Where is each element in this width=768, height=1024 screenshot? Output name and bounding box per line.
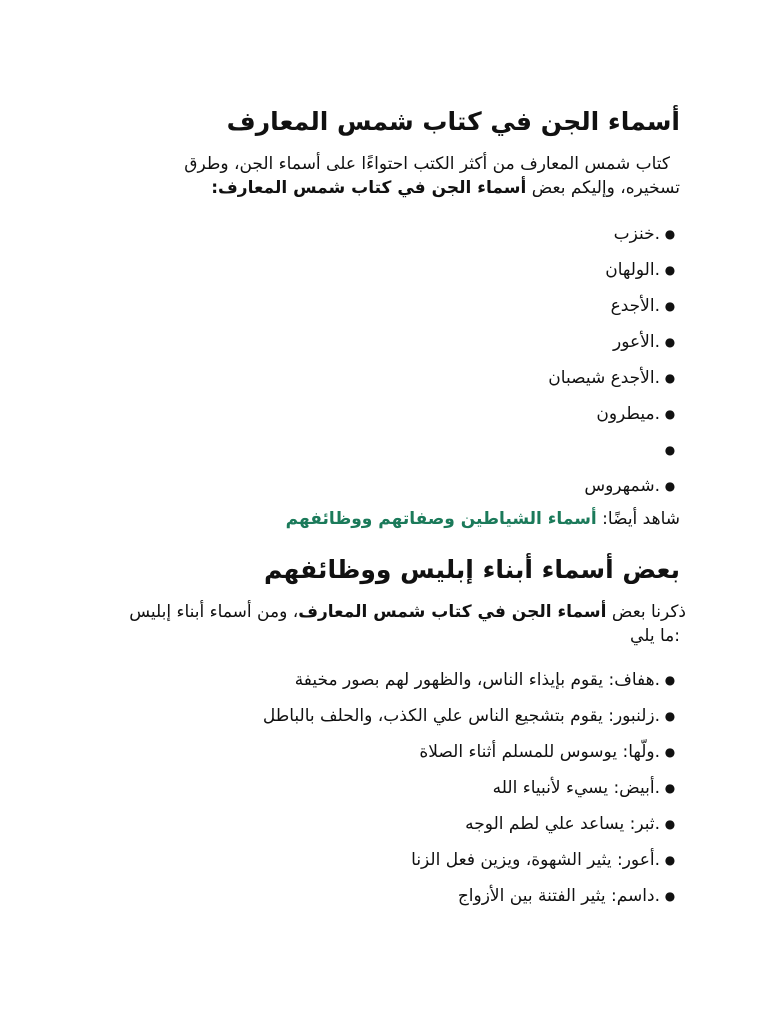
jinn-name-text: .الأجدع شيصبان [548,368,660,388]
bullet-icon: ● [664,853,676,867]
jinn-name-text: .الأجدع [610,296,660,316]
see-also-link[interactable]: أسماء الشياطين وصفاتهم ووظائفهم [285,509,597,529]
jinn-name-text: .شمهروس [584,476,660,496]
bullet-icon: ● [664,335,676,349]
jinn-name-item [605,258,680,282]
bullet-icon: ● [664,263,676,277]
section1-intro-line2 [211,176,680,200]
jinn-name-item [611,294,680,318]
bullet-icon: ● [664,443,676,457]
iblis-son-text: .هفاف: يقوم بإيذاء الناس، والظهور لهم بصور مخيفة [294,670,660,690]
iblis-son-text: .ثبر: يساعد علي لطم الوجه [465,814,660,834]
iblis-son-item [465,812,680,836]
jinn-name-text: .الأعور [613,332,660,352]
bullet-icon: ● [664,479,676,493]
iblis-son-item [411,848,680,872]
iblis-son-text: .زلنبور: يقوم بتشجيع الناس علي الكذب، والحلف بالباطل [262,706,660,726]
iblis-son-text: .أبيض: يسيء لأنبياء الله [492,778,660,798]
jinn-name-text: .الولهان [605,260,660,280]
iblis-son-text: .داسم: يثير الفتنة بين الأزواج [457,886,660,906]
section2-intro-line2: :ما يلي [630,626,680,646]
jinn-name-item [584,474,680,498]
bullet-icon: ● [664,407,676,421]
intro-plain-text: ، ومن أسماء أبناء إبليس [129,602,299,622]
bullet-icon: ● [664,371,676,385]
section2-title: بعض أسماء أبناء إبليس ووظائفهم [263,555,680,584]
section1-title: أسماء الجن في كتاب شمس المعارف [226,107,680,136]
iblis-son-item [295,668,680,692]
jinn-name-text: .ميطرون [596,404,660,424]
iblis-son-text: .ولّها: يوسوس للمسلم أثناء الصلاة [419,742,660,762]
section2-intro-line1 [129,600,686,624]
bullet-icon: ● [664,673,676,687]
jinn-name-item-empty [660,438,680,462]
jinn-name-item [596,402,680,426]
bullet-icon: ● [664,817,676,831]
iblis-son-item [419,740,680,764]
jinn-name-item [548,366,680,390]
see-also-line [286,507,680,531]
section1-intro-line1: كتاب شمس المعارف من أكثر الكتب احتواءًا على أسماء الجن، وطرق [184,154,670,174]
iblis-son-item [263,704,680,728]
bullet-icon: ● [664,227,676,241]
intro-bold-text: أسماء الجن في كتاب شمس المعارف [298,602,607,622]
bullet-icon: ● [664,709,676,723]
jinn-name-text: .خنزب [613,224,660,244]
iblis-son-text: .أعور: يثير الشهوة، ويزين فعل الزنا [411,850,660,870]
intro-bold-text: أسماء الجن في كتاب شمس المعارف [218,178,527,198]
jinn-name-item [613,330,680,354]
bullet-icon: ● [664,889,676,903]
intro-colon: : [211,178,219,198]
intro-plain-text: ذكرنا بعض [606,602,686,622]
bullet-icon: ● [664,745,676,759]
bullet-icon: ● [664,299,676,313]
see-also-label: شاهد أيضًا: [596,509,680,529]
bullet-icon: ● [664,781,676,795]
iblis-son-item [493,776,680,800]
iblis-son-item [458,884,680,908]
jinn-name-item [614,222,680,246]
intro-plain-text: تسخيره، وإليكم بعض [526,178,680,198]
